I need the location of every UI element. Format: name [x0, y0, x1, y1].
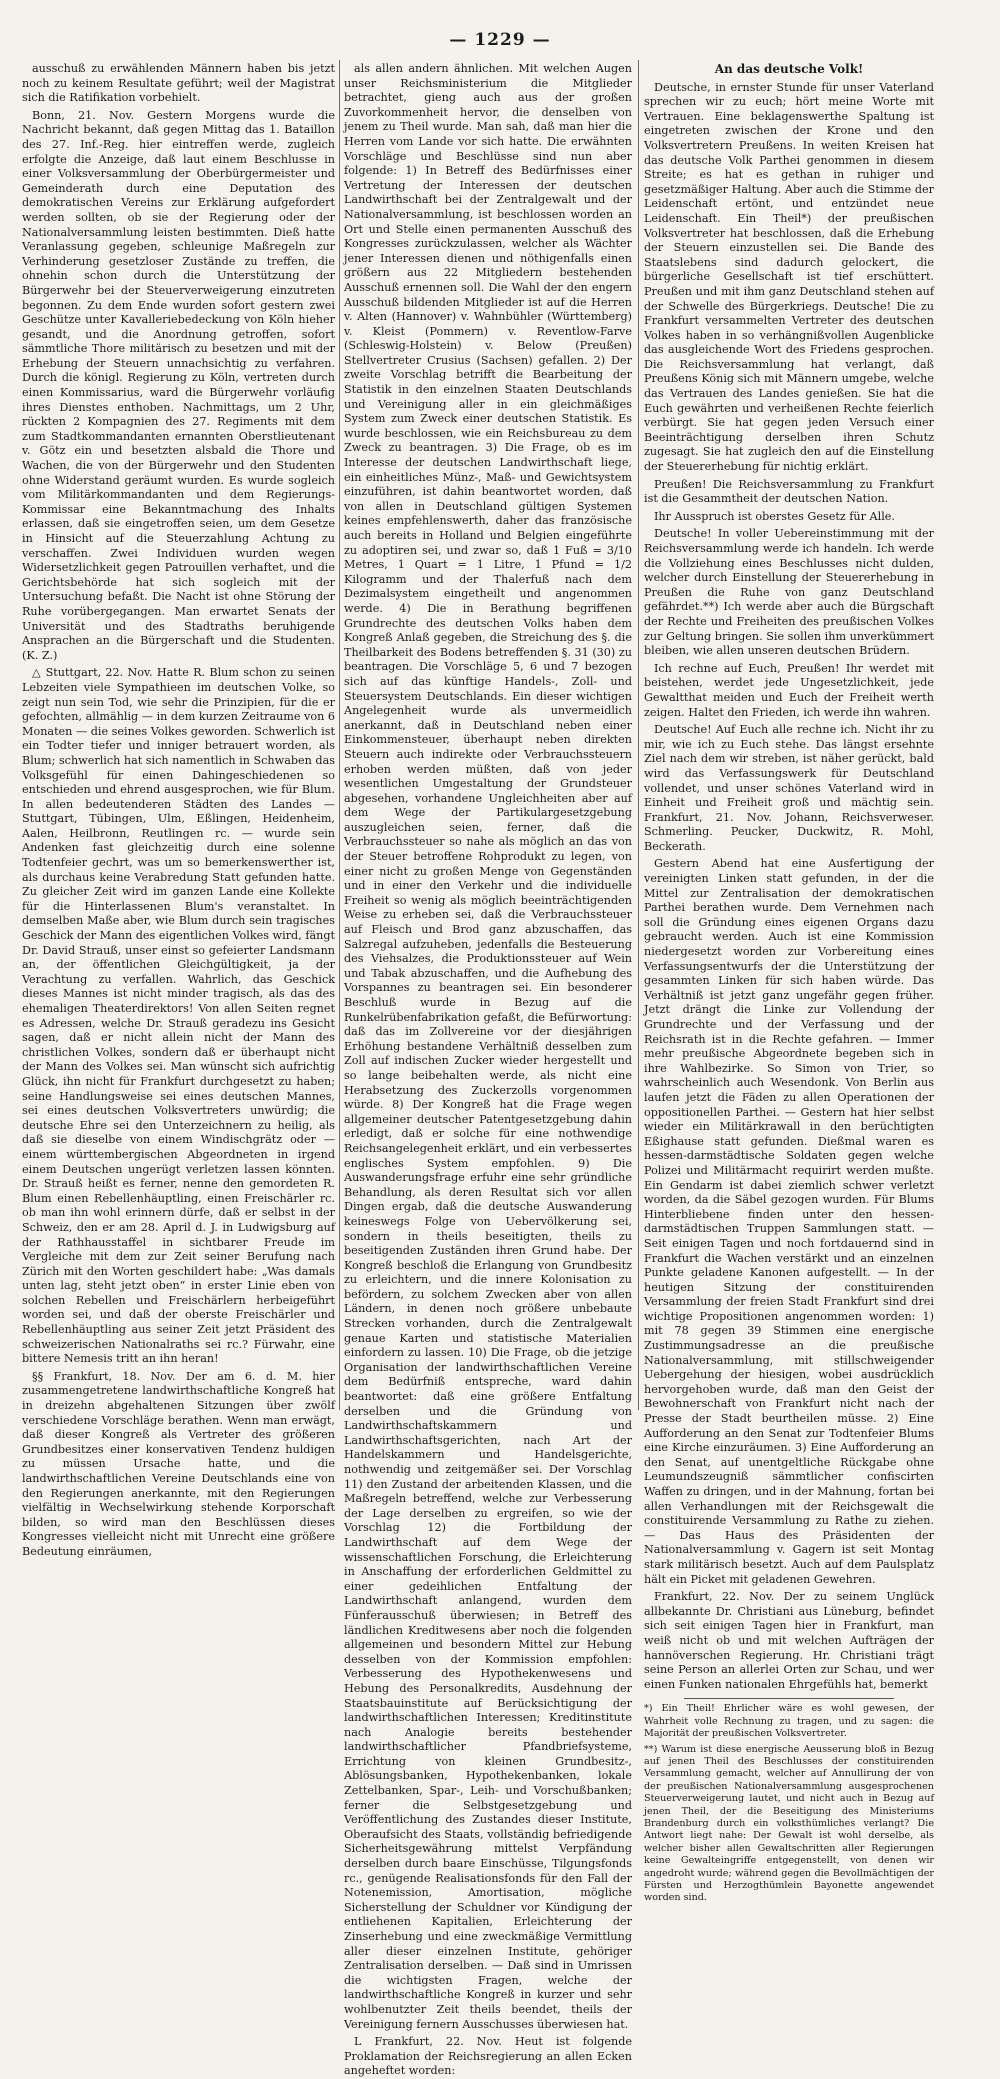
article-paragraph: ausschuß zu erwählenden Männern haben bis jetzt noch zu keinem Resultate geführt; weil der Magistrat sich die Ratifikation vorbehielt.	[22, 62, 335, 105]
proclamation-paragraph: Ich rechne auf Euch, Preußen! Ihr werdet mit beistehen, werdet jede Ungesetzlichkeit, jede Gewaltthat meiden und Euch der Freiheit werth zeigen. Haltet den Frieden, ich werde ihn wahren.	[644, 661, 934, 719]
column-middle	[344, 62, 632, 2078]
column-right	[644, 62, 934, 1904]
proclamation-paragraph: Preußen! Die Reichsversammlung zu Frankfurt ist die Gesammtheit der deutschen Nation.	[644, 477, 934, 506]
column-divider	[638, 60, 639, 1410]
column-left	[22, 62, 336, 1558]
article-frankfurt-news: Gestern Abend hat eine Ausfertigung der vereinigten Linken statt gefunden, in der die Mittel zur Zentralisation der demokratischen Parthei berathen wurde. Dem Vernehmen nach soll die Gründung eines eigenen Organs dazu gebraucht werden. Auch ist eine Kommission niedergesetzt worden zur Vorbereitung eines Verfassungsentwurfs der die Unterstützung der gesammten Linken für sich haben würde. Das Verhältniß ist jetzt ganz ungefähr gegen früher. Jetzt drängt die Linke zur Vollendung der Grundrechte und der Verfassung und der Reichsrath ist in die Rechte gefahren. — Immer mehr preußische Abgeordnete begeben sich in ihre Wahlbezirke. So Simon von Trier, so wahrscheinlich auch Wesendonk. Von Berlin aus laufen jetzt die Fäden zu allen Operationen der oppositionellen Parthei. — Gestern hat hier selbst wieder ein Militärkrawall in den berüchtigten Eßighause statt gefunden. Dießmal waren es hessen-darmstädtische Soldaten gegen welche Polizei und Militärmacht requirirt werden mußte. Ein Gendarm ist dabei ziemlich schwer verletzt worden, da die Säbel gezogen wurden. Für Blums Hinterbliebene finden unter den hessen-darmstädtischen Truppen Sammlungen statt. — Seit einigen Tagen und noch fortdauernd sind in Frankfurt die Wachen verstärkt und an einzelnen Punkte geladene Kanonen aufgestellt. — In der heutigen Sitzung der constituirenden Versammlung der freien Stadt Frankfurt sind drei wichtige Propositionen angenommen worden: 1) mit 78 gegen 39 Stimmen eine energische Zustimmungsadresse an die preußische Nationalversammlung, mit stillschweigender Uebergehung der hiesigen, wobei ausdrücklich hervorgehoben wurde, daß man den Geist der Bewohnerschaft von Frankfurt nicht nach der Presse der Stadt beurtheilen müsse. 2) Eine Aufforderung an den Senat zur Todtenfeier Blums eine Kirche einzuräumen. 3) Eine Aufforderung an den Senat, auf unentgeltliche Rückgabe ohne Leumundszeugniß sämmtlicher confiscirten Waffen zu dringen, und in der Mahnung, fortan bei allen Verhandlungen mit der Reichsgewalt die constituirende Versammlung zu Rathe zu ziehen. — Das Haus des Präsidenten der Nationalversammlung v. Gagern ist seit Montag stark militärisch besetzt. Auch auf dem Paulsplatz hält ein Picket mit geladenen Gewehren.	[644, 857, 934, 1586]
footnote: *) Ein Theil! Ehrlicher wäre es wohl gewesen, der Wahrheit volle Rechnung zu tragen, und zu sagen: die Majorität der preußischen Volksvertreter.	[644, 1703, 934, 1740]
footnote-divider	[684, 1698, 894, 1699]
column-divider	[339, 60, 340, 1410]
page-number: — 1229 —	[449, 30, 551, 50]
article-stuttgart: △ Stuttgart, 22. Nov. Hatte R. Blum schon zu seinen Lebzeiten viele Sympathieen im deutschen Volke, so zeigt nun sein Tod, wie sehr die Prinzipien, für die er gefochten, allmählig — in dem kurzen Zeitraume von 6 Monaten — die seines Volkes geworden. Schwerlich ist ein Todter tiefer und inniger betrauert worden, als Blum; schwerlich hat sich namentlich in Schwaben das Volksgefühl für einen Dahingeschiedenen so entschieden und ehrend ausgesprochen, wie für Blum. In allen bedeutenderen Städten des Landes — Stuttgart, Tübingen, Ulm, Eßlingen, Heidenheim, Aalen, Heilbronn, Reutlingen rc. — wurde sein Andenken fast gleichzeitig durch eine solenne Todtenfeier gechrt, was um so bemerkenswerther ist, als durchaus keine Verabredung Statt gefunden hatte. Zu gleicher Zeit wird im ganzen Lande eine Kollekte für die Hinterlassenen Blum's veranstaltet. In demselben Maße aber, wie Blum durch sein tragisches Geschick der Mann des eigentlichen Volkes wird, fängt Dr. David Strauß, unser einst so gefeierter Landsmann an, der öffentlichen Gleichgültigkeit, ja der Verachtung zu verfallen. Wahrlich, das Geschick dieses Mannes ist nicht minder tragisch, als das des ehemaligen Theaterdirektors! Von allen Seiten regnet es Adressen, welche Dr. Strauß geradezu ins Gesicht sagen, daß er nicht allein nicht der Mann des christlichen Volkes, sondern daß er überhaupt nicht der Mann des Volkes sei. Man wünscht sich aufrichtig Glück, ihn nicht für Frankfurt durchgesetzt zu haben; seine Handlungsweise sei eines deutschen Mannes, sei eines deutschen Volksvertreters unwürdig; die deutsche Ehre sei den Unterzeichnern zu heilig, als daß sie dieselbe von einem Windischgrätz oder — einem württembergischen Abgeordneten in irgend einem Deutschen ungerügt verletzen lassen könnten. Dr. Strauß heißt es ferner, nenne den gemordeten R. Blum einen Rebellenhäuptling, einen Freischärler rc. ob man ihn wohl erinnern dürfe, daß er selbst in der Schweiz, den er am 28. April d. J. in Ludwigsburg auf der Rathhausstaffel in sichtbarer Freude im Vergleiche mit dem zur Zeit seiner Berufung nach Zürich mit den Worten geschildert habe: „Was damals unten lag, steht jetzt oben“ in erster Linie eben von solchen Rebellen und Freischärlern herbeigeführt worden sei, und daß der oberste Freischärler und Rebellenhäuptling aus seiner Zeit jetzt Präsident des schweizerischen Nationalraths sei rc.? Fürwahr, eine bittere Nemesis tritt an ihn heran!	[22, 666, 336, 1366]
article-frankfurt-christiani: Frankfurt, 22. Nov. Der zu seinem Unglück allbekannte Dr. Christiani aus Lüneburg, befindet sich seit einigen Tagen hier in Frankfurt, man weiß nicht ob und mit welchen Aufträgen der hannöverschen Regierung. Hr. Christiani trägt seine Person an allerlei Orten zur Schau, und wer einen Funken nationalen Ehrgefühls hat, bemerkt	[644, 1590, 934, 1691]
article-bonn: Bonn, 21. Nov. Gestern Morgens wurde die Nachricht bekannt, daß gegen Mittag das 1. Bataillon des 27. Inf.-Reg. hier eintreffen werde, zugleich erfolgte die Anzeige, daß laut einem Beschlusse in einer Volksversammlung der Oberbürgermeister und Gemeinderath durch eine Deputation des demokratischen Vereins zur Erklärung aufgefordert werden sollten, ob sie der Regierung oder der Nationalversammlung leisten bestimmten. Dieß hatte Veranlassung gegeben, schleunige Maßregeln zur Verhinderung gesetzloser Zustände zu treffen, die ohnehin schon durch die Unterstützung der Bürgerwehr bei der Steuerverweigerung einzutreten begonnen. Zu dem Ende wurden sofort gestern zwei Geschütze unter Kavalleriebedeckung von Köln hieher gesandt, und die Anordnung getroffen, sofort sämmtliche Thore militärisch zu besetzen und mit der Erhebung der Steuern unnachsichtig zu verfahren. Durch die königl. Regierung zu Köln, vertreten durch einen Kommissarius, ward die Bürgerwehr vorläufig ihres Dienstes enthoben. Nachmittags, um 2 Uhr, rückten 2 Kompagnien des 27. Regiments mit dem zum Stadtkommandanten ernannten Oberstlieutenant v. Götz ein und besetzten alsbald die Thore und Wachen, die von der Bürgerwehr und den Studenten ohne Widerstand geräumt wurden. Es wurde sogleich vom Militärkommandanten und dem Regierungs-Kommissar eine Bekanntmachung des Inhalts erlassen, daß sie eingetroffen seien, um dem Gesetze in Hinsicht auf die Steuerzahlung Achtung zu verschaffen. Zwei Individuen wurden wegen Widersetzlichkeit gegen Patrouillen verhaftet, und die Gerichtsbehörde hat sich sogleich mit der Untersuchung befaßt. Die Nacht ist ohne Störung der Ruhe vorübergegangen. Man erwartet Senats der Universität und des Stadtraths beruhigende Ansprachen an die Bürgerschaft und die Studenten. (K. Z.)	[22, 108, 335, 662]
article-frankfurt-kongress: §§ Frankfurt, 18. Nov. Der am 6. d. M. hier zusammengetretene landwirthschaftliche Kongreß hat in dreizehn abgehaltenen Sitzungen über zwölf verschiedene Vorschläge berathen. Wenn man erwägt, daß dieser Kongreß als Vertreter des größeren Grundbesitzes einer konservativen Tendenz huldigen zu müssen Ursache hatte, und die landwirthschaftlichen Vereine Deutschlands eine von den Regierungen anerkannte, mit den Regierungen vielfältig in Wechselwirkung stehende Korporschaft bilden, so wird man den Beschlüssen dieses Kongresses vielleicht nicht mit Unrecht eine größere Bedeutung einräumen,	[22, 1369, 335, 1558]
proclamation-paragraph: Ihr Ausspruch ist oberstes Gesetz für Alle.	[654, 509, 895, 523]
proclamation-paragraph: Deutsche! In voller Uebereinstimmung mit der Reichsversammlung werde ich handeln. Ich werde die Vollziehung eines Beschlusses nicht dulden, welcher durch Einstellung der Steuererhebung in Preußen die Ruhe von ganz Deutschland gefährdet.**) Ich werde aber auch die Bürgschaft der Rechte und Freiheiten des preußischen Volkes zur Geltung bringen. Sie sollen ihm unverkümmert bleiben, wie allen unseren deutschen Brüdern.	[644, 527, 934, 658]
proclamation-paragraph: Deutsche! Auf Euch alle rechne ich. Nicht ihr zu mir, wie ich zu Euch stehe. Das längst ersehnte Ziel nach dem wir streben, ist näher gerückt, bald wird das Verfassungswerk für Deutschland vollendet, und unser schönes Vaterland wird in Einheit und Freiheit groß und mächtig sein. Frankfurt, 21. Nov. Johann, Reichsverweser. Schmerling. Peucker, Duckwitz, R. Mohl, Beckerath.	[644, 723, 934, 853]
footnote: **) Warum ist diese energische Aeusserung bloß in Bezug auf jenen Theil des Beschlusses der constituirenden Versammlung gemacht, welcher auf Annullirung der von der preußischen Nationalversammlung ausgesprochenen Steuerverweigerung lautet, und nicht auch in Bezug auf jenen Theil, der die Beseitigung des Ministeriums Brandenburg durch ein volksthümliches verlangt? Die Antwort liegt nahe: Der Gewalt ist wohl derselbe, als welcher bisher allen Gewaltschritten aller Regierungen keine Gewalteingriffe entgegenstellt, von denen wir angedroht wurde; während gegen die Bevollmächtigen der Fürsten und Herzogthümlein Bayonette angewendet worden sind.	[644, 1743, 934, 1904]
article-paragraph: als allen andern ähnlichen. Mit welchen Augen unser Reichsministerium die Mitglieder betrachtet, gieng auch aus der großen Zuvorkommenheit hervor, die denselben von jenem zu Theil wurde. Man sah, daß man hier die Herren vom Lande vor sich hatte. Die erwähnten Vorschläge und Beschlüsse sind nun aber folgende: 1) In Betreff des Bedürfnisses einer Vertretung der Interessen der deutschen Landwirthschaft bei der Zentralgewalt und der Nationalversammlung, ist beschlossen worden an Ort und Stelle einen permanenten Ausschuß des Kongresses zurückzulassen, welcher als Wächter jener Interessen dienen und nöthigenfalls einen größern aus 22 Mitgliedern bestehenden Ausschuß ernennen soll. Die Wahl der den engern Ausschuß bildenden Mitglieder ist auf die Herren v. Alten (Hannover) v. Wahnbühler (Württemberg) v. Kleist (Pommern) v. Reventlow-Farve (Schleswig-Holstein) v. Below (Preußen) Stellvertreter Crusius (Sachsen) gefallen. 2) Der zweite Vorschlag betrifft die Bearbeitung der Statistik in den einzelnen Staaten Deutschlands und Vereinigung aller in ein gleichmäßiges System zum Zweck einer deutschen Statistik. Es wurde beschlossen, wie ein Reichsbureau zu dem Zweck zu beantragen. 3) Die Frage, ob es im Interesse der deutschen Landwirthschaft liege, ein einheitliches Münz-, Maß- und Gewichtsystem einzuführen, ist dahin beantwortet worden, daß von allen in Deutschland gültigen Systemen keines empfehlenswerth, daher das französische auch bereits in Holland und Belgien eingeführte zu adoptiren sei, und zwar so, daß 1 Fuß = 3/10 Metres, 1 Quart = 1 Litre, 1 Pfund = 1/2 Kilogramm und der Thalerfuß nach dem Dezimalsystem eingetheilt und angenommen werde. 4) Die in Berathung begriffenen Grundrechte des deutschen Volks haben dem Kongreß Anlaß gegeben, die Streichung des §. die Theilbarkeit des Bodens betreffenden §. 31 (30) zu beantragen. Die Vorschläge 5, 6 und 7 bezogen sich auf das künftige Handels-, Zoll- und Steuersystem Deutschlands. Ein dieser wichtigen Angelegenheit wurde als unvermeidlich anerkannt, daß in Deutschland neben einer Einkommensteuer, überhaupt neben direkten Steuern auch indirekte oder Verbrauchssteuern erhoben werden müßten, daß von jeder wesentlichen Umgestaltung der Grundsteuer abgesehen, vorhandene Ungleichheiten aber auf dem Wege der Partikulargesetzgebung auszugleichen seien, ferner, daß die Verbrauchssteuer so nahe als möglich an das von der Steuer betroffene Rohprodukt zu legen, von einer nicht zu großen Menge von Gegenständen und in einer den Verkehr und die individuelle Freiheit so wenig als möglich beeinträchtigenden Weise zu erheben sei, daß die Verbrauchssteuer auf Fleisch und Brod ganz abzuschaffen, das Salzregal aufzuheben, jedenfalls die Besteuerung des Viehsalzes, die Produktionssteuer auf Wein und Tabak abzuschaffen, und die Aufhebung des Vorspannes zu beantragen sei. Ein besonderer Beschluß wurde in Bezug auf die Runkelrübenfabrikation gefaßt, die Befürwortung: daß das im Zollvereine vor der diesjährigen Erhöhung bestandene Verhältniß desselben zum Zoll auf indischen Zucker wieder hergestellt und so lange beibehalten werde, als nicht eine Herabsetzung des Zuckerzolls vorgenommen würde. 8) Der Kongreß hat die Frage wegen allgemeiner deutscher Patentgesetzgebung dahin erledigt, daß er solche für eine nothwendige Reichsangelegenheit erklärt, und ein verbessertes englisches System empfohlen. 9) Die Auswanderungsfrage erfuhr eine sehr gründliche Behandlung, als deren Resultat sich vor allen Dingen ergab, daß die deutsche Auswanderung keineswegs Folge von Uebervölkerung sei, sondern in theils beseitigten, theils zu beseitigenden Zuständen ihren Grund habe. Der Kongreß beschloß die Erlangung von Grundbesitz zu erleichtern, und die innere Kolonisation zu befördern, zu solchem Zwecken aber von allen Ländern, in denen noch größere unbebaute Strecken vorhanden, durch die Zentralgewalt genaue Karten und statistische Materialien einfordern zu lassen. 10) Die Frage, ob die jetzige Organisation der landwirthschaftlichen Vereine dem Bedürfniß entspreche, ward dahin beantwortet: daß eine größere Entfaltung derselben und die Gründung von Landwirthschaftskammern und Landwirthschaftsgerichten, nach Art der Handelskammern und Handelsgerichte, nothwendig und zeitgemäßer sei. Der Vorschlag 11) den Zustand der arbeitenden Klassen, und die Maßregeln betreffend, welche zur Verbesserung der Lage derselben zu ergreifen, so wie der Vorschlag 12) die Fortbildung der Landwirthschaft auf dem Wege der wissenschaftlichen Forschung, die Erleichterung in Anschaffung der erforderlichen Geldmittel zu einer gedeihlichen Entfaltung der Landwirthschaft anlangend, wurden dem Fünferausschuß überwiesen; in Betreff des ländlichen Kreditwesens aber noch die folgenden allgemeinen und besondern Mittel zur Hebung desselben von der Kommission empfohlen: Verbesserung des Hypothekenwesens und Hebung des Personalkredits, Ausdehnung der Staatsbauinstitute auf Berücksichtigung der landwirthschaftlichen Interessen; Kreditinstitute nach Analogie bereits bestehender landwirthschaftlicher Pfandbriefsysteme, Errichtung von kleinen Grundbesitz-, Ablösungsbanken, Hypothekenbanken, lokale Zettelbanken, Spar-, Leih- und Vorschußbanken; ferner die Selbstgesetzgebung und Veröffentlichung des Zustandes dieser Institute, Oberaufsicht des Staats, vollständig befriedigende Sicherheitsgewährung mittelst Verpfändung derselben durch baare Einschüsse, Tilgungsfonds rc., genügende Realisationsfonds für den Fall der Notenemission, Amortisation, mögliche Sicherstellung der Schuldner vor Kündigung der entliehenen Kapitalien, Erleichterung der Zinserhebung und eine zweckmäßige Vermittlung aller dieser einzelnen Institute, gehöriger Zentralisation derselben. — Daß sind in Umrissen die wichtigsten Fragen, welche der landwirthschaftliche Kongreß in kurzer und sehr wohlbenutzter Zeit theils beendet, theils der Vereinigung fernern Ausschusses überwiesen hat.	[344, 62, 632, 2031]
proclamation-paragraph: Deutsche, in ernster Stunde für unser Vaterland sprechen wir zu euch; hört meine Worte mit Vertrauen. Eine beklagenswerthe Spaltung ist eingetreten zwischen der Krone und den Volksvertretern Preußens. In weiten Kreisen hat das deutsche Volk Parthei genommen in diesem Streite; es hat es gethan in ruhiger und gesetzmäßiger Haltung. Aber auch die Stimme der Leidenschaft ertönt, und entzündet neue Leidenschaft. Ein Theil*) der preußischen Volksvertreter hat beschlossen, daß die Erhebung der Steuern einzustellen sei. Die Bande des Staatslebens sind dadurch gelockert, die bürgerliche Gesellschaft ist tief erschüttert. Preußen und mit ihm ganz Deutschland stehen auf der Schwelle des Bürgerkriegs. Deutsche! Die zu Frankfurt versammelten Vertreter des deutschen Volkes haben in so verhängnißvollen Augenblicke das ausgleichende Wort des Friedens gesprochen. Die Reichsversammlung hat verlangt, daß Preußens König sich mit Männern umgebe, welche das Vertrauen des Landes genießen. Sie hat die Euch gewährten und verheißenen Rechte feierlich verbürgt. Sie hat gegen jeden Versuch einer Beeinträchtigung derselben ihren Schutz zugesagt. Sie hat zugleich den auf die Einstellung der Steuererhebung für nichtig erklärt.	[644, 80, 934, 474]
proclamation-heading: An das deutsche Volk!	[714, 62, 864, 76]
footnotes	[644, 1703, 934, 1905]
article-frankfurt-proclamation-intro: L Frankfurt, 22. Nov. Heut ist folgende Proklamation der Reichsregierung an allen Ecken angeheftet worden:	[344, 2035, 632, 2078]
